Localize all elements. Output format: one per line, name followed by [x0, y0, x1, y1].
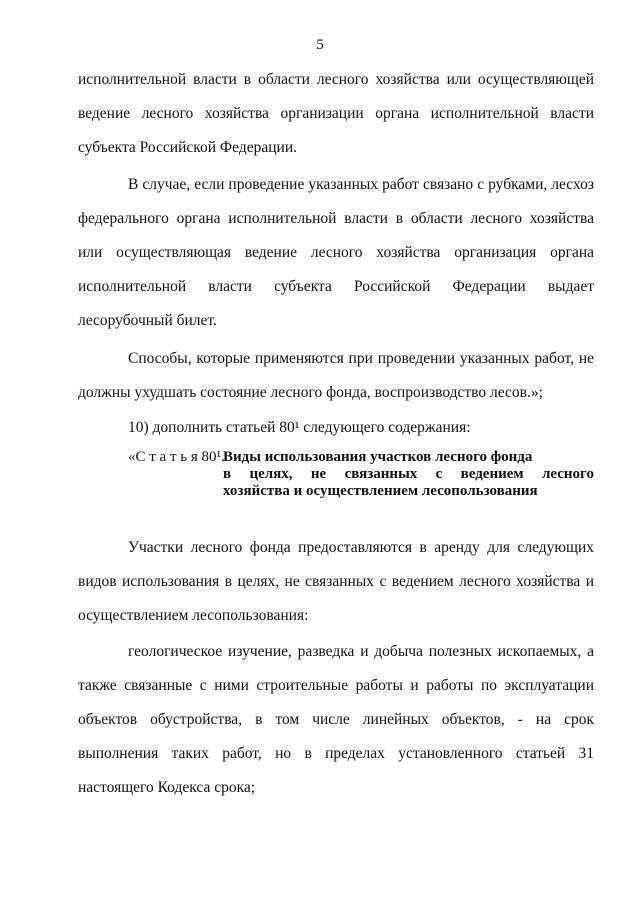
paragraph-2 [78, 168, 594, 338]
article-title-line: в целях, не связанных с ведением лесного [223, 466, 594, 482]
text-line: В случае, если проведение указанных работ связано с рубками, лесхоз [128, 176, 594, 193]
text-line: геологическое изучение, разведка и добыча полезных ископаемых, а [128, 643, 594, 660]
paragraph-3 [78, 342, 594, 410]
text-line: видов использования в целях, не связанных с ведением лесного хозяйства и [78, 573, 594, 590]
text-line: также связанные с ними строительные работы и работы по эксплуатации [78, 677, 594, 694]
text-line: объектов обустройства, в том числе линейных объектов, - на срок [78, 711, 594, 728]
text-line: выполнения таких работ, но в пределах установленного статьей 31 [78, 745, 594, 762]
article-label: «С т а т ь я 80¹. [128, 449, 225, 465]
text-line: Участки лесного фонда предоставляются в аренду для следующих [128, 539, 594, 556]
paragraph-5 [78, 531, 594, 633]
text-line: исполнительной власти субъекта Российской Федерации выдает [78, 278, 594, 295]
text-line: исполнительной власти в области лесного хозяйства или осуществляющей [78, 71, 594, 88]
text-line: лесорубочный билет. [78, 312, 217, 329]
text-line: федерального органа исполнительной власти в области лесного хозяйства [78, 210, 594, 227]
text-line: субъекта Российской Федерации. [78, 139, 297, 156]
text-line: или осуществляющая ведение лесного хозяйства организация органа [78, 244, 594, 261]
article-title-line: Виды использования участков лесного фонда [223, 449, 533, 465]
paragraph-4 [78, 411, 594, 445]
article-title-line: хозяйства и осуществлением лесопользования [223, 483, 538, 499]
text-line: 10) дополнить статьей 80¹ следующего содержания: [128, 419, 471, 436]
article-title [223, 449, 594, 500]
text-line: ведение лесного хозяйства организации органа исполнительной власти [78, 105, 594, 122]
text-line: настоящего Кодекса срока; [78, 779, 256, 796]
paragraph-1 [78, 63, 594, 165]
text-line: Способы, которые применяются при проведении указанных работ, не [128, 350, 594, 367]
text-line: должны ухудшать состояние лесного фонда, воспроизводство лесов.»; [78, 384, 543, 401]
page-number: 5 [316, 37, 324, 53]
text-line: осуществлением лесопользования: [78, 607, 309, 624]
paragraph-6 [78, 635, 594, 805]
